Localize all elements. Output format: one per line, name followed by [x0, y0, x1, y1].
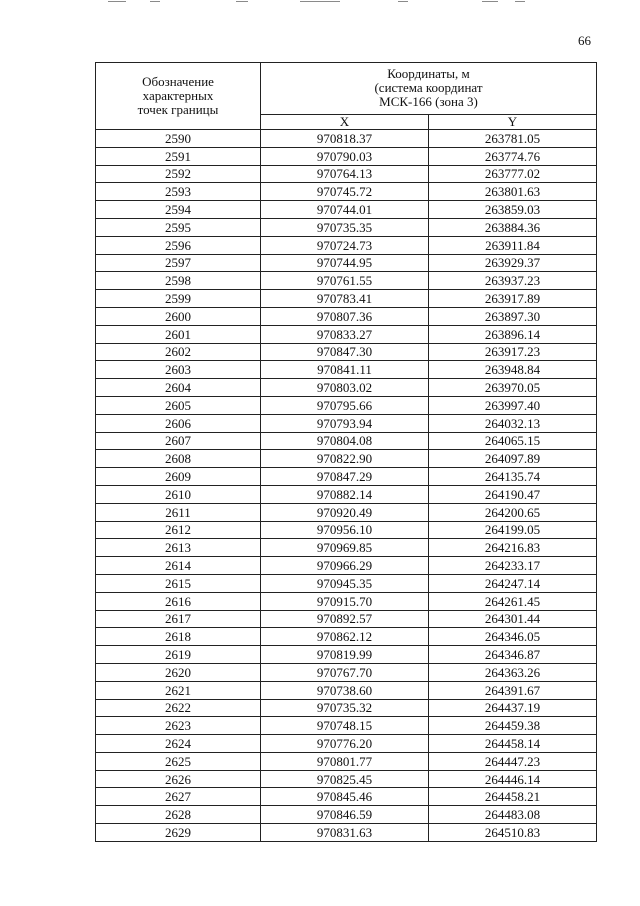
header-coordinates: Координаты, м (система координат МСК-166 (зона 3) [261, 63, 597, 115]
x-coordinate-cell: 970767.70 [261, 663, 429, 681]
point-id-cell: 2615 [96, 574, 261, 592]
table-row [96, 485, 597, 503]
y-coordinate-cell: 264199.05 [429, 521, 597, 539]
point-id-cell: 2619 [96, 646, 261, 664]
x-coordinate-cell: 970841.11 [261, 361, 429, 379]
table-row [96, 646, 597, 664]
point-id-cell: 2606 [96, 414, 261, 432]
table-row [96, 343, 597, 361]
point-id-cell: 2617 [96, 610, 261, 628]
x-coordinate-cell: 970801.77 [261, 752, 429, 770]
table-row [96, 450, 597, 468]
point-id-cell: 2624 [96, 735, 261, 753]
point-id-cell: 2620 [96, 663, 261, 681]
table-row [96, 788, 597, 806]
point-id-cell: 2612 [96, 521, 261, 539]
x-coordinate-cell: 970735.32 [261, 699, 429, 717]
table-row [96, 663, 597, 681]
y-coordinate-cell: 263948.84 [429, 361, 597, 379]
point-id-cell: 2626 [96, 770, 261, 788]
y-coordinate-cell: 264459.38 [429, 717, 597, 735]
point-id-cell: 2596 [96, 236, 261, 254]
y-coordinate-cell: 264233.17 [429, 557, 597, 575]
table-row [96, 325, 597, 343]
table-row [96, 770, 597, 788]
point-id-cell: 2629 [96, 824, 261, 842]
table-row [96, 681, 597, 699]
table-row [96, 806, 597, 824]
point-id-cell: 2628 [96, 806, 261, 824]
y-coordinate-cell: 264346.05 [429, 628, 597, 646]
coordinates-table [95, 62, 597, 842]
header-point-designation: Обозначение характерных точек границы [96, 63, 261, 130]
point-id-cell: 2599 [96, 290, 261, 308]
y-coordinate-cell: 264447.23 [429, 752, 597, 770]
point-id-cell: 2597 [96, 254, 261, 272]
x-coordinate-cell: 970803.02 [261, 379, 429, 397]
x-coordinate-cell: 970822.90 [261, 450, 429, 468]
y-coordinate-cell: 263781.05 [429, 130, 597, 148]
x-coordinate-cell: 970862.12 [261, 628, 429, 646]
point-id-cell: 2623 [96, 717, 261, 735]
y-coordinate-cell: 263911.84 [429, 236, 597, 254]
y-coordinate-cell: 264065.15 [429, 432, 597, 450]
point-id-cell: 2593 [96, 183, 261, 201]
x-coordinate-cell: 970945.35 [261, 574, 429, 592]
table-row [96, 361, 597, 379]
x-coordinate-cell: 970966.29 [261, 557, 429, 575]
x-coordinate-cell: 970804.08 [261, 432, 429, 450]
point-id-cell: 2604 [96, 379, 261, 397]
point-id-cell: 2610 [96, 485, 261, 503]
y-coordinate-cell: 263777.02 [429, 165, 597, 183]
x-coordinate-cell: 970748.15 [261, 717, 429, 735]
point-id-cell: 2600 [96, 307, 261, 325]
point-id-cell: 2627 [96, 788, 261, 806]
y-coordinate-cell: 263896.14 [429, 325, 597, 343]
x-coordinate-cell: 970783.41 [261, 290, 429, 308]
point-id-cell: 2598 [96, 272, 261, 290]
point-id-cell: 2602 [96, 343, 261, 361]
y-coordinate-cell: 264032.13 [429, 414, 597, 432]
table-row [96, 628, 597, 646]
table-row [96, 824, 597, 842]
point-id-cell: 2609 [96, 468, 261, 486]
point-id-cell: 2611 [96, 503, 261, 521]
table-row [96, 290, 597, 308]
y-coordinate-cell: 263774.76 [429, 147, 597, 165]
table-row [96, 557, 597, 575]
y-coordinate-cell: 263917.23 [429, 343, 597, 361]
x-coordinate-cell: 970735.35 [261, 218, 429, 236]
point-id-cell: 2621 [96, 681, 261, 699]
table-row [96, 379, 597, 397]
x-coordinate-cell: 970819.99 [261, 646, 429, 664]
point-id-cell: 2625 [96, 752, 261, 770]
table-row [96, 254, 597, 272]
table-row [96, 717, 597, 735]
point-id-cell: 2614 [96, 557, 261, 575]
table-row [96, 272, 597, 290]
point-id-cell: 2616 [96, 592, 261, 610]
x-coordinate-cell: 970969.85 [261, 539, 429, 557]
y-coordinate-cell: 264135.74 [429, 468, 597, 486]
point-id-cell: 2601 [96, 325, 261, 343]
x-coordinate-cell: 970825.45 [261, 770, 429, 788]
y-coordinate-cell: 264363.26 [429, 663, 597, 681]
page-number: 66 [578, 33, 591, 48]
table-row [96, 183, 597, 201]
y-coordinate-cell: 264391.67 [429, 681, 597, 699]
y-coordinate-cell: 264446.14 [429, 770, 597, 788]
x-coordinate-cell: 970807.36 [261, 307, 429, 325]
table-row [96, 539, 597, 557]
y-coordinate-cell: 264190.47 [429, 485, 597, 503]
y-coordinate-cell: 264437.19 [429, 699, 597, 717]
x-coordinate-cell: 970790.03 [261, 147, 429, 165]
header-y: Y [429, 114, 597, 129]
table-body [96, 130, 597, 842]
point-id-cell: 2603 [96, 361, 261, 379]
y-coordinate-cell: 263929.37 [429, 254, 597, 272]
y-coordinate-cell: 264301.44 [429, 610, 597, 628]
point-id-cell: 2622 [96, 699, 261, 717]
y-coordinate-cell: 264458.21 [429, 788, 597, 806]
x-coordinate-cell: 970744.95 [261, 254, 429, 272]
y-coordinate-cell: 264097.89 [429, 450, 597, 468]
x-coordinate-cell: 970793.94 [261, 414, 429, 432]
table-row [96, 307, 597, 325]
table-row [96, 236, 597, 254]
y-coordinate-cell: 264346.87 [429, 646, 597, 664]
x-coordinate-cell: 970847.29 [261, 468, 429, 486]
table-row [96, 503, 597, 521]
table-row [96, 468, 597, 486]
table-row [96, 201, 597, 219]
y-coordinate-cell: 264510.83 [429, 824, 597, 842]
y-coordinate-cell: 263997.40 [429, 396, 597, 414]
table-row [96, 574, 597, 592]
x-coordinate-cell: 970818.37 [261, 130, 429, 148]
header-x: X [261, 114, 429, 129]
y-coordinate-cell: 263970.05 [429, 379, 597, 397]
y-coordinate-cell: 263859.03 [429, 201, 597, 219]
table-row [96, 521, 597, 539]
point-id-cell: 2592 [96, 165, 261, 183]
y-coordinate-cell: 263917.89 [429, 290, 597, 308]
table-row [96, 165, 597, 183]
x-coordinate-cell: 970920.49 [261, 503, 429, 521]
x-coordinate-cell: 970776.20 [261, 735, 429, 753]
x-coordinate-cell: 970724.73 [261, 236, 429, 254]
x-coordinate-cell: 970846.59 [261, 806, 429, 824]
y-coordinate-cell: 264483.08 [429, 806, 597, 824]
y-coordinate-cell: 263937.23 [429, 272, 597, 290]
y-coordinate-cell: 264247.14 [429, 574, 597, 592]
point-id-cell: 2591 [96, 147, 261, 165]
point-id-cell: 2608 [96, 450, 261, 468]
y-coordinate-cell: 264458.14 [429, 735, 597, 753]
y-coordinate-cell: 264200.65 [429, 503, 597, 521]
table-row [96, 396, 597, 414]
table-row [96, 130, 597, 148]
x-coordinate-cell: 970882.14 [261, 485, 429, 503]
point-id-cell: 2607 [96, 432, 261, 450]
x-coordinate-cell: 970847.30 [261, 343, 429, 361]
point-id-cell: 2618 [96, 628, 261, 646]
point-id-cell: 2594 [96, 201, 261, 219]
y-coordinate-cell: 264216.83 [429, 539, 597, 557]
x-coordinate-cell: 970833.27 [261, 325, 429, 343]
point-id-cell: 2595 [96, 218, 261, 236]
x-coordinate-cell: 970744.01 [261, 201, 429, 219]
y-coordinate-cell: 263897.30 [429, 307, 597, 325]
y-coordinate-cell: 264261.45 [429, 592, 597, 610]
x-coordinate-cell: 970892.57 [261, 610, 429, 628]
y-coordinate-cell: 263884.36 [429, 218, 597, 236]
y-coordinate-cell: 263801.63 [429, 183, 597, 201]
point-id-cell: 2590 [96, 130, 261, 148]
point-id-cell: 2605 [96, 396, 261, 414]
table-row [96, 735, 597, 753]
x-coordinate-cell: 970831.63 [261, 824, 429, 842]
table-row [96, 752, 597, 770]
table-row [96, 432, 597, 450]
scan-artifact-marks [0, 0, 640, 6]
point-id-cell: 2613 [96, 539, 261, 557]
table-row [96, 699, 597, 717]
x-coordinate-cell: 970738.60 [261, 681, 429, 699]
table-row [96, 218, 597, 236]
table-row [96, 610, 597, 628]
x-coordinate-cell: 970956.10 [261, 521, 429, 539]
table-row [96, 147, 597, 165]
x-coordinate-cell: 970845.46 [261, 788, 429, 806]
x-coordinate-cell: 970795.66 [261, 396, 429, 414]
table-row [96, 414, 597, 432]
x-coordinate-cell: 970764.13 [261, 165, 429, 183]
x-coordinate-cell: 970915.70 [261, 592, 429, 610]
x-coordinate-cell: 970761.55 [261, 272, 429, 290]
x-coordinate-cell: 970745.72 [261, 183, 429, 201]
table-row [96, 592, 597, 610]
